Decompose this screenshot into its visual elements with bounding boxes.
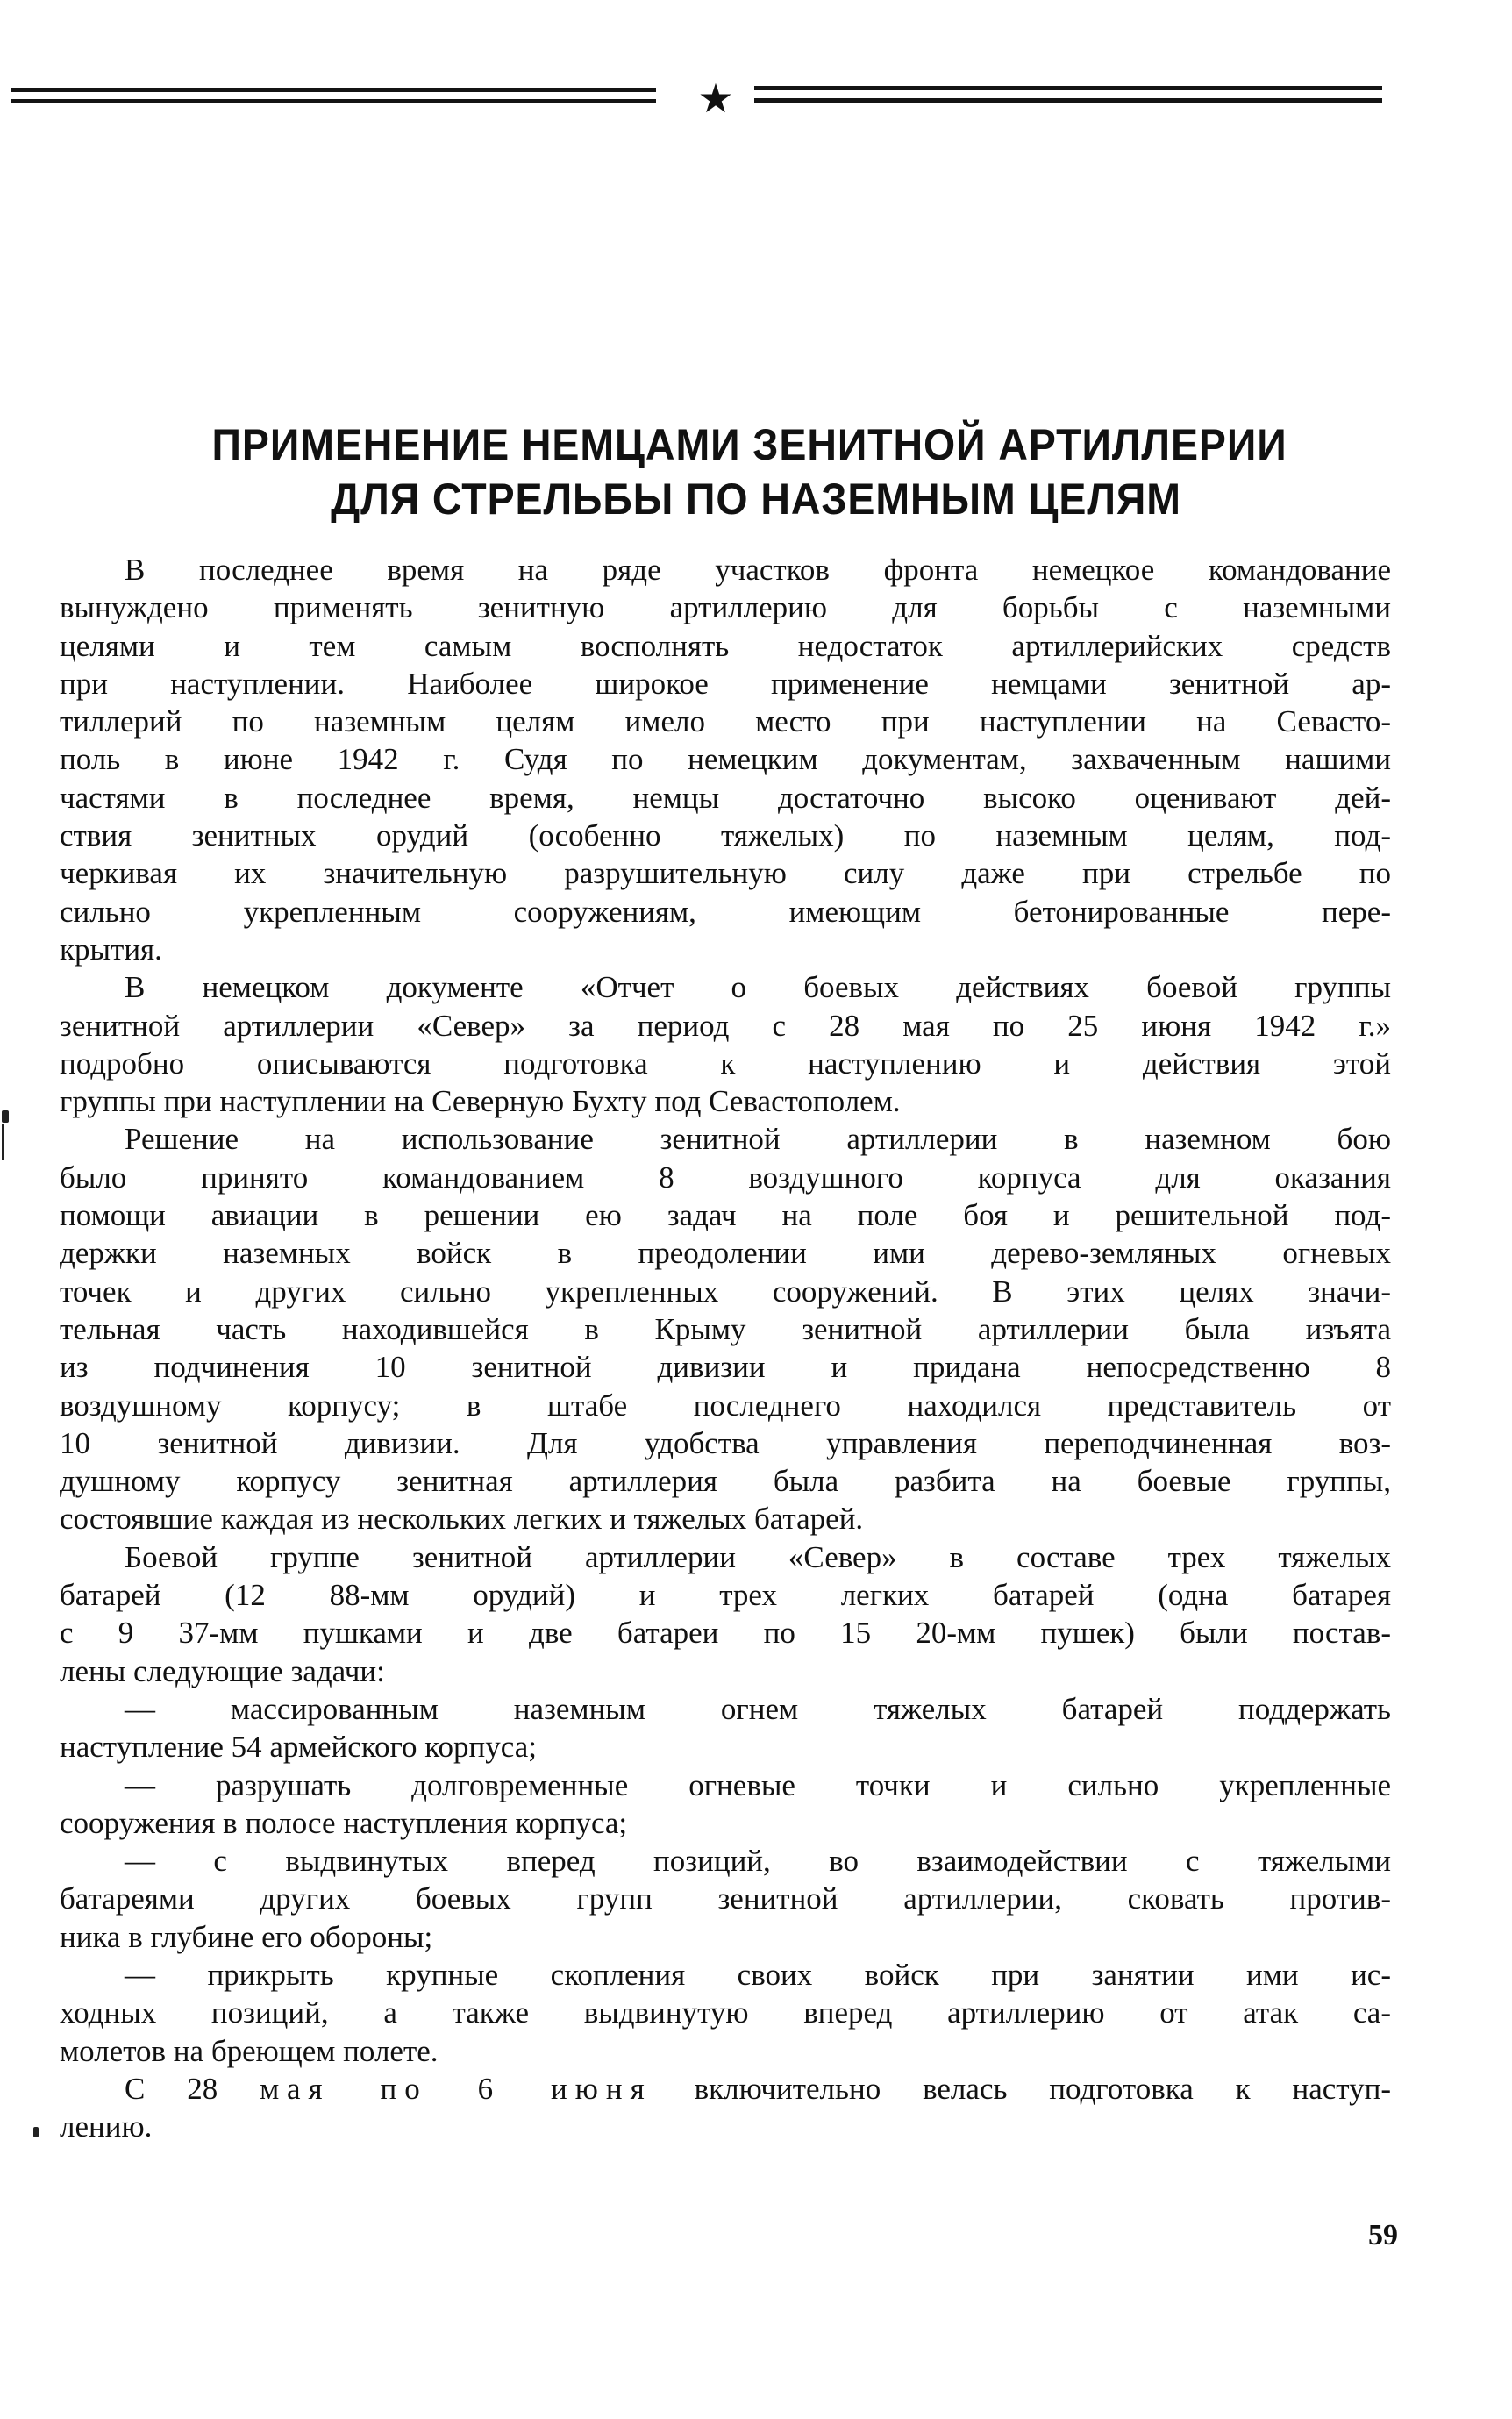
text-line: сильно укрепленным сооружениям, имеющим бетонированные пере- [60, 894, 1391, 929]
text-line: держки наземных войск в преодолении ими дерево-земляных огневых [60, 1236, 1391, 1271]
rule-bar [11, 99, 656, 103]
text-line: В последнее время на ряде участков фронта немецкое командование [125, 553, 1391, 587]
list-item-line: молетов на бреющем полете. [60, 2033, 439, 2068]
header-double-rule-right [754, 88, 1382, 109]
text-line: лению. [60, 2109, 153, 2144]
list-item-line: ника в глубине его обороны; [60, 1919, 433, 1954]
margin-ink-mark [33, 2127, 39, 2137]
list-item-line: — прикрыть крупные скопления своих войск при занятии ими ис- [125, 1957, 1391, 1992]
text-line: с 9 37-мм пушками и две батареи по 15 20-мм пушек) были постав- [60, 1616, 1391, 1651]
text-line: душному корпусу зенитная артиллерия была разбита на боевые группы, [60, 1464, 1391, 1499]
text-line: при наступлении. Наиболее широкое применение немцами зенитной ар- [60, 666, 1391, 701]
text-line: было принято командованием 8 воздушного корпуса для оказания [60, 1160, 1391, 1195]
text-line: В немецком документе «Отчет о боевых действиях боевой группы [125, 970, 1391, 1005]
margin-ink-mark [2, 1124, 4, 1160]
article-title [53, 417, 1459, 526]
text-fragment: включительно велась подготовка к наступ- [694, 2071, 1391, 2106]
list-item-line: — массированным наземным огнем тяжелых батарей поддержать [125, 1691, 1391, 1726]
title-line: ПРИМЕНЕНИЕ НЕМЦАМИ ЗЕНИТНОЙ АРТИЛЛЕРИИ [211, 420, 1287, 469]
text-line: целями и тем самым восполнять недостаток артиллерийских средств [60, 628, 1391, 663]
text-line: тельная часть находившейся в Крыму зенитной артиллерии была изъята [60, 1311, 1391, 1346]
text-line: лены следующие задачи: [60, 1653, 385, 1688]
article-body [60, 551, 1391, 2145]
text-line: зенитной артиллерии «Север» за период с 28 мая по 25 июня 1942 г.» [60, 1008, 1391, 1043]
header-double-rule-left [11, 88, 656, 109]
text-line: состоявшие каждая из нескольких легких и тяжелых батарей. [60, 1502, 864, 1537]
text-line: Решение на использование зенитной артиллерии в наземном бою [125, 1122, 1391, 1157]
margin-ink-mark [2, 1110, 9, 1123]
list-item-line: батареями других боевых групп зенитной артиллерии, сковать против- [60, 1881, 1391, 1916]
text-line: Боевой группе зенитной артиллерии «Север» в составе трех тяжелых [125, 1539, 1391, 1574]
text-line: вынуждено применять зенитную артиллерию для борьбы с наземными [60, 590, 1391, 625]
list-item-line: сооружения в полосе наступления корпуса; [60, 1805, 628, 1840]
spaced-date-range: мая по 6 июня [260, 2071, 653, 2106]
page-number: 59 [1368, 2219, 1398, 2251]
text-line: воздушному корпусу; в штабе последнего находился представитель от [60, 1388, 1391, 1423]
title-line: ДЛЯ СТРЕЛЬБЫ ПО НАЗЕМНЫМ ЦЕЛЯМ [331, 475, 1181, 524]
rule-bar [754, 86, 1382, 90]
list-item-line: ходных позиций, а также выдвинутую вперед артиллерию от атак са- [60, 1995, 1391, 2030]
list-item-line: — с выдвинутых вперед позиций, во взаимодействии с тяжелыми [125, 1844, 1391, 1879]
text-line [60, 2070, 1391, 2108]
text-line: из подчинения 10 зенитной дивизии и придана непосредственно 8 [60, 1350, 1391, 1385]
text-line: тиллерий по наземным целям имело место при наступлении на Севасто- [60, 704, 1391, 739]
rule-bar [11, 88, 656, 92]
text-line: ствия зенитных орудий (особенно тяжелых) по наземным целям, под- [60, 818, 1391, 853]
text-line: 10 зенитной дивизии. Для удобства управления переподчиненная воз- [60, 1425, 1391, 1460]
rule-bar [754, 98, 1382, 103]
text-line: частями в последнее время, немцы достаточно высоко оценивают дей- [60, 780, 1391, 815]
star-icon: ★ [697, 75, 734, 122]
text-line: группы при наступлении на Северную Бухту под Севастополем. [60, 1084, 901, 1119]
text-fragment: С 28 [125, 2071, 218, 2106]
text-line: помощи авиации в решении ею задач на поле боя и решительной под- [60, 1198, 1391, 1233]
text-line: крытия. [60, 931, 162, 967]
text-line: поль в июне 1942 г. Судя по немецким документам, захваченным нашими [60, 742, 1391, 777]
list-item-line: наступление 54 армейского корпуса; [60, 1730, 537, 1765]
text-line: подробно описываются подготовка к наступлению и действия этой [60, 1045, 1391, 1081]
text-line: точек и других сильно укрепленных сооружений. В этих целях значи- [60, 1274, 1391, 1309]
text-line: батарей (12 88-мм орудий) и трех легких батарей (одна батарея [60, 1578, 1391, 1613]
list-item-line: — разрушать долговременные огневые точки и сильно укрепленные [125, 1767, 1391, 1802]
text-line: черкивая их значительную разрушительную силу даже при стрельбе по [60, 856, 1391, 891]
